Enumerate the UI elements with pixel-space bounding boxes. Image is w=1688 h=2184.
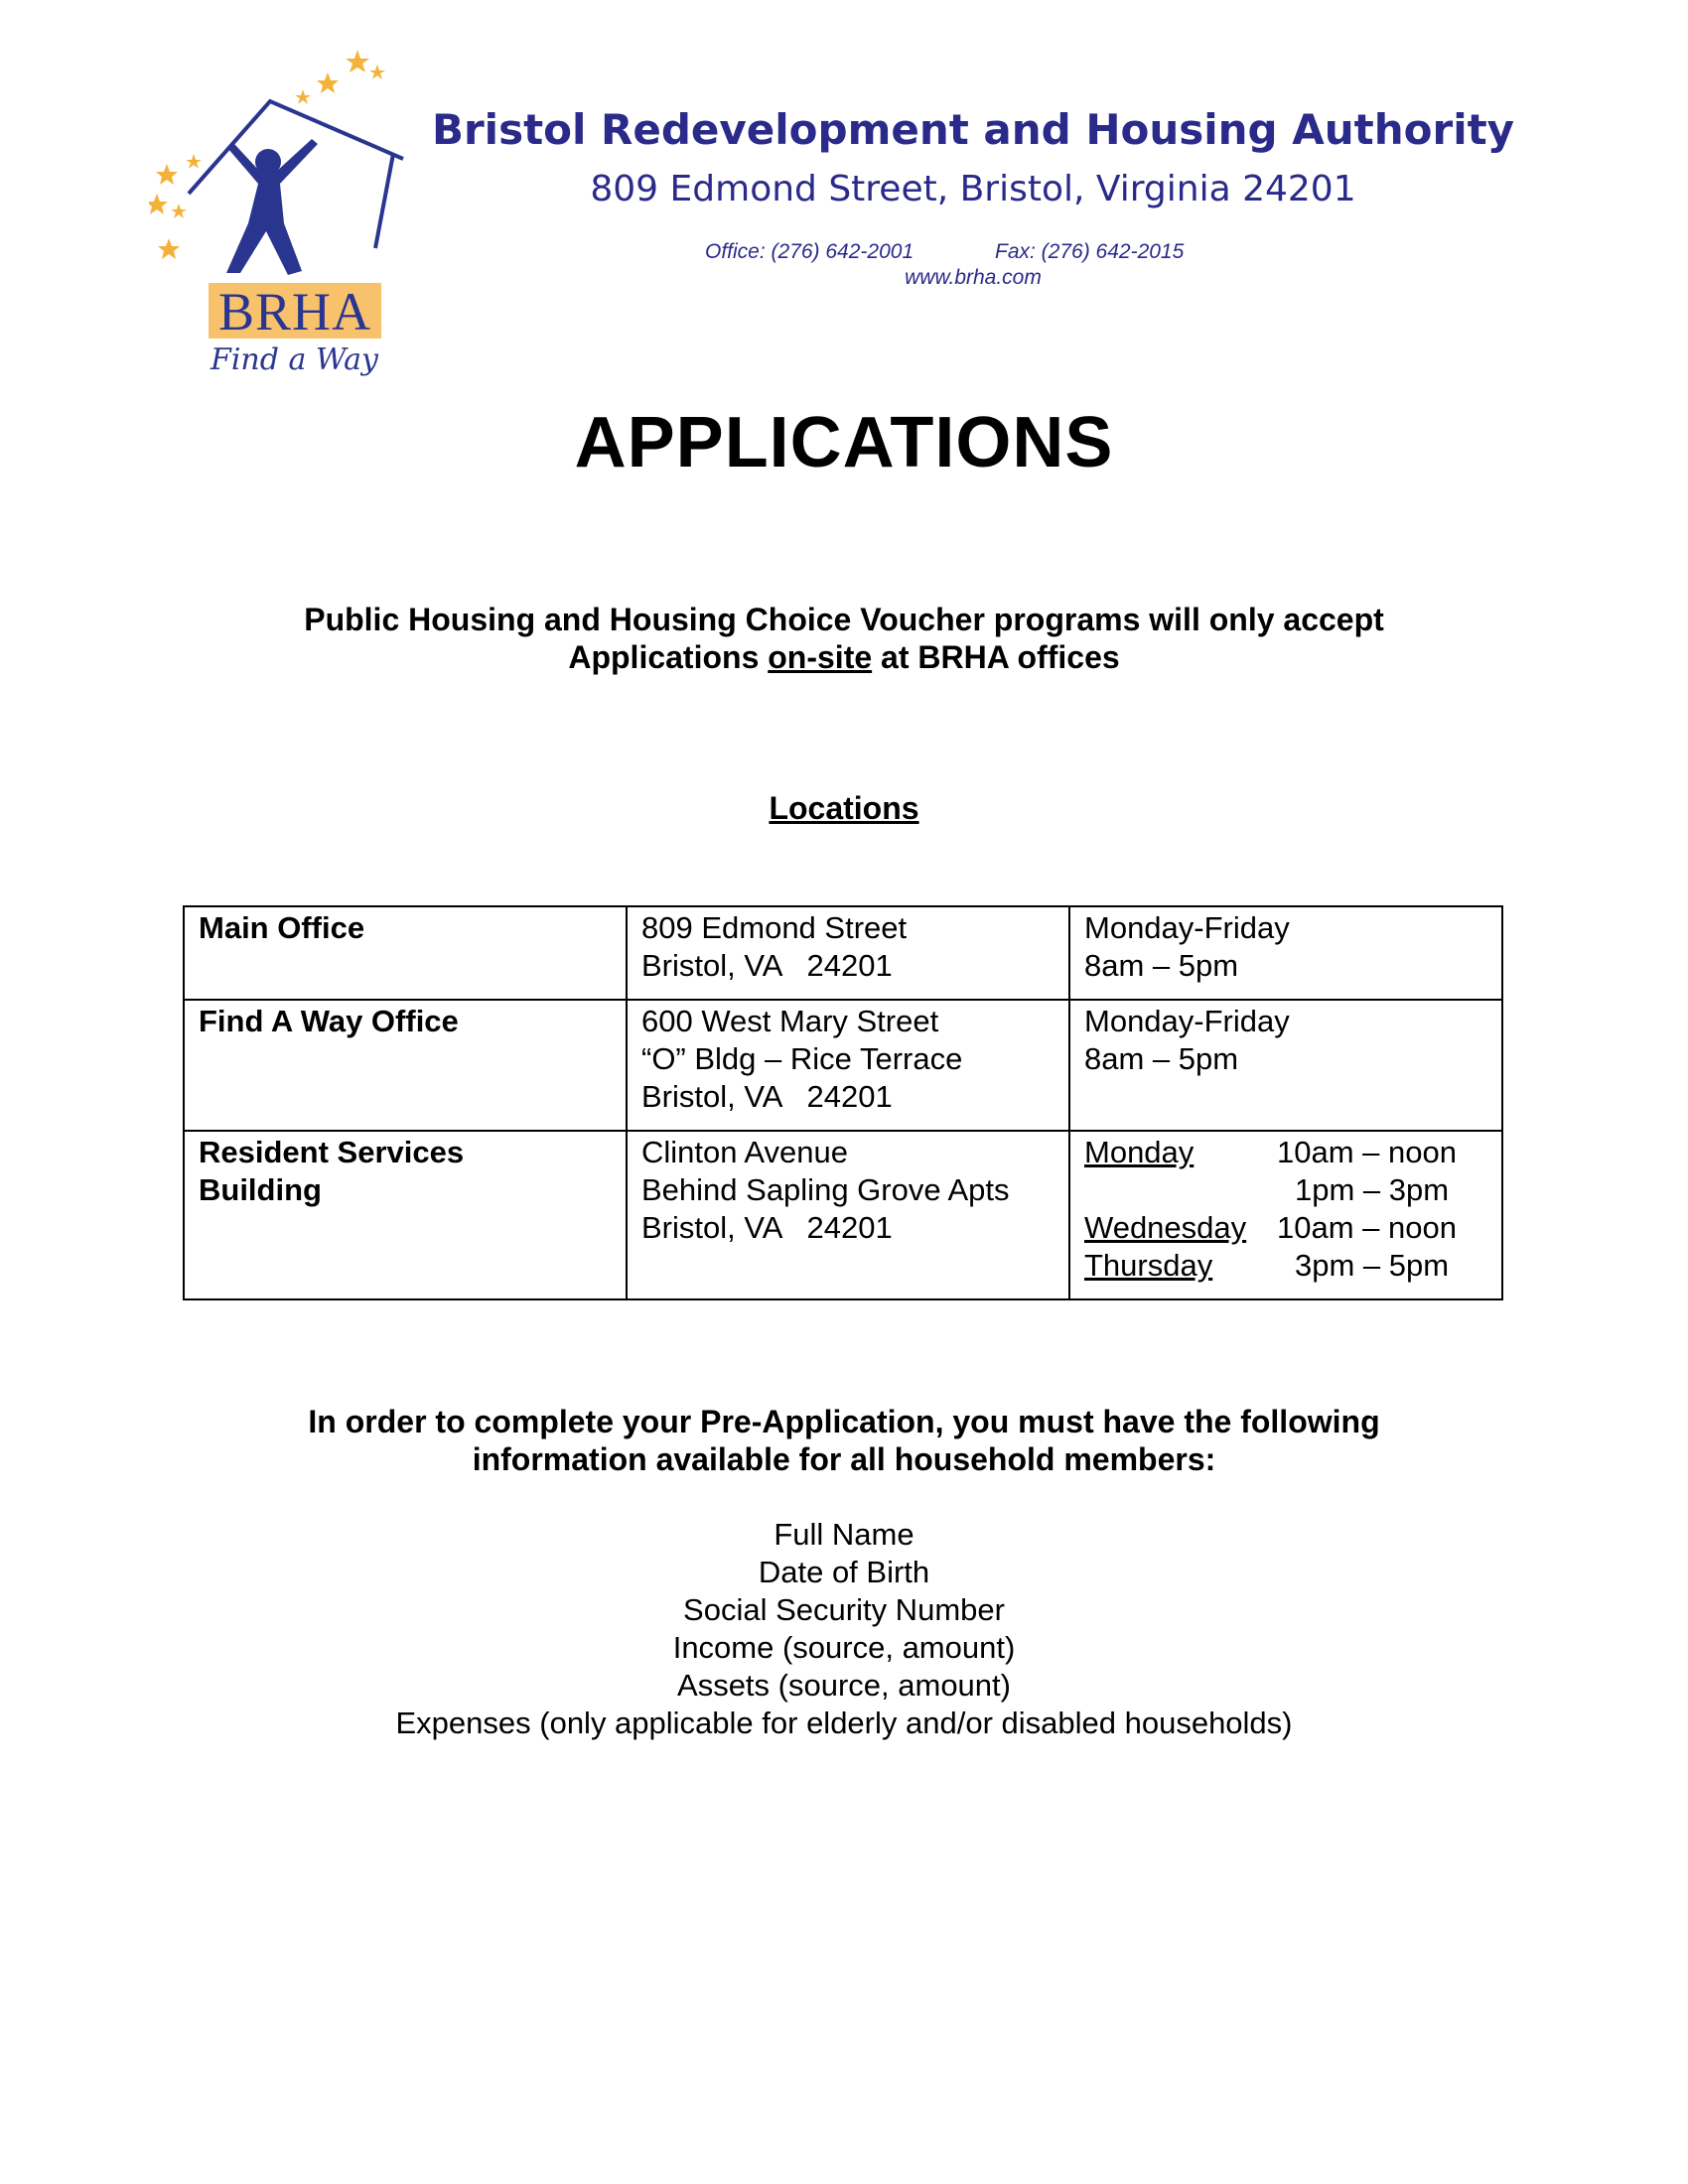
schedule-row — [1084, 1134, 1487, 1171]
location-name-line: Building — [199, 1172, 322, 1207]
schedule-day — [1084, 1171, 1277, 1209]
location-hours — [1069, 1000, 1502, 1131]
location-name-line: Find A Way Office — [199, 1004, 459, 1038]
requirements-line-2: information available for all household members: — [472, 1441, 1216, 1477]
list-item: Assets (source, amount) — [677, 1668, 1011, 1703]
location-name — [184, 1000, 627, 1131]
logo-brand: BRHA — [209, 283, 381, 339]
table-row — [184, 906, 1502, 1000]
schedule-day: Thursday — [1084, 1248, 1213, 1283]
org-name: Bristol Redevelopment and Housing Authority — [431, 105, 1515, 154]
location-address — [627, 1000, 1069, 1131]
address-line: 809 Edmond Street — [641, 910, 908, 945]
requirements-line-1: In order to complete your Pre-Application, you must have the following — [308, 1404, 1380, 1439]
notice-text: Applications — [568, 639, 769, 675]
page-title: APPLICATIONS — [574, 403, 1114, 482]
location-name-line: Resident Services — [199, 1135, 465, 1169]
hours-line: Monday-Friday — [1084, 910, 1290, 945]
locations-table — [183, 905, 1503, 1300]
list-item: Social Security Number — [683, 1592, 1005, 1627]
location-address — [627, 1131, 1069, 1299]
notice-line-1: Public Housing and Housing Choice Voucher programs will only accept — [304, 602, 1384, 637]
schedule-time: 1pm – 3pm — [1295, 1172, 1450, 1207]
schedule-row — [1084, 1247, 1487, 1285]
location-name-line: Main Office — [199, 910, 365, 945]
requirements-list — [0, 1516, 1688, 1742]
logo-tagline: Find a Way — [211, 342, 378, 377]
location-address — [627, 906, 1069, 1000]
schedule-day: Wednesday — [1084, 1210, 1247, 1245]
address-line: “O” Bldg – Rice Terrace — [641, 1041, 963, 1076]
brha-logo — [149, 45, 427, 382]
address-line: Bristol, VA 24201 — [641, 1079, 893, 1114]
schedule-time: 10am – noon — [1277, 1210, 1457, 1245]
list-item: Date of Birth — [758, 1555, 930, 1589]
table-row — [184, 1000, 1502, 1131]
notice-line-2 — [0, 638, 1688, 676]
notice-emphasis: on-site — [768, 639, 873, 675]
schedule-time: 10am – noon — [1277, 1135, 1457, 1169]
org-address: 809 Edmond Street, Bristol, Virginia 24201 — [590, 169, 1356, 209]
notice-text: at BRHA offices — [872, 639, 1120, 675]
address-line: Clinton Avenue — [641, 1135, 848, 1169]
website-link[interactable]: www.brha.com — [905, 266, 1042, 289]
location-name — [184, 906, 627, 1000]
office-phone: Office: (276) 642-2001 — [705, 240, 914, 263]
hours-line: 8am – 5pm — [1084, 948, 1239, 983]
schedule-row — [1084, 1209, 1487, 1247]
locations-heading: Locations — [769, 790, 919, 826]
schedule-row — [1084, 1171, 1487, 1209]
schedule-time: 3pm – 5pm — [1295, 1248, 1450, 1283]
list-item: Expenses (only applicable for elderly and/or disabled households) — [395, 1706, 1293, 1740]
address-line: 600 West Mary Street — [641, 1004, 939, 1038]
hours-line: Monday-Friday — [1084, 1004, 1290, 1038]
address-line: Behind Sapling Grove Apts — [641, 1172, 1010, 1207]
address-line: Bristol, VA 24201 — [641, 948, 893, 983]
schedule-day: Monday — [1084, 1135, 1195, 1169]
address-line: Bristol, VA 24201 — [641, 1210, 893, 1245]
hours-line: 8am – 5pm — [1084, 1041, 1239, 1076]
location-hours — [1069, 906, 1502, 1000]
location-schedule — [1069, 1131, 1502, 1299]
table-row — [184, 1131, 1502, 1299]
fax-number: Fax: (276) 642-2015 — [995, 240, 1185, 263]
list-item: Full Name — [774, 1517, 914, 1552]
list-item: Income (source, amount) — [672, 1630, 1016, 1665]
location-name — [184, 1131, 627, 1299]
